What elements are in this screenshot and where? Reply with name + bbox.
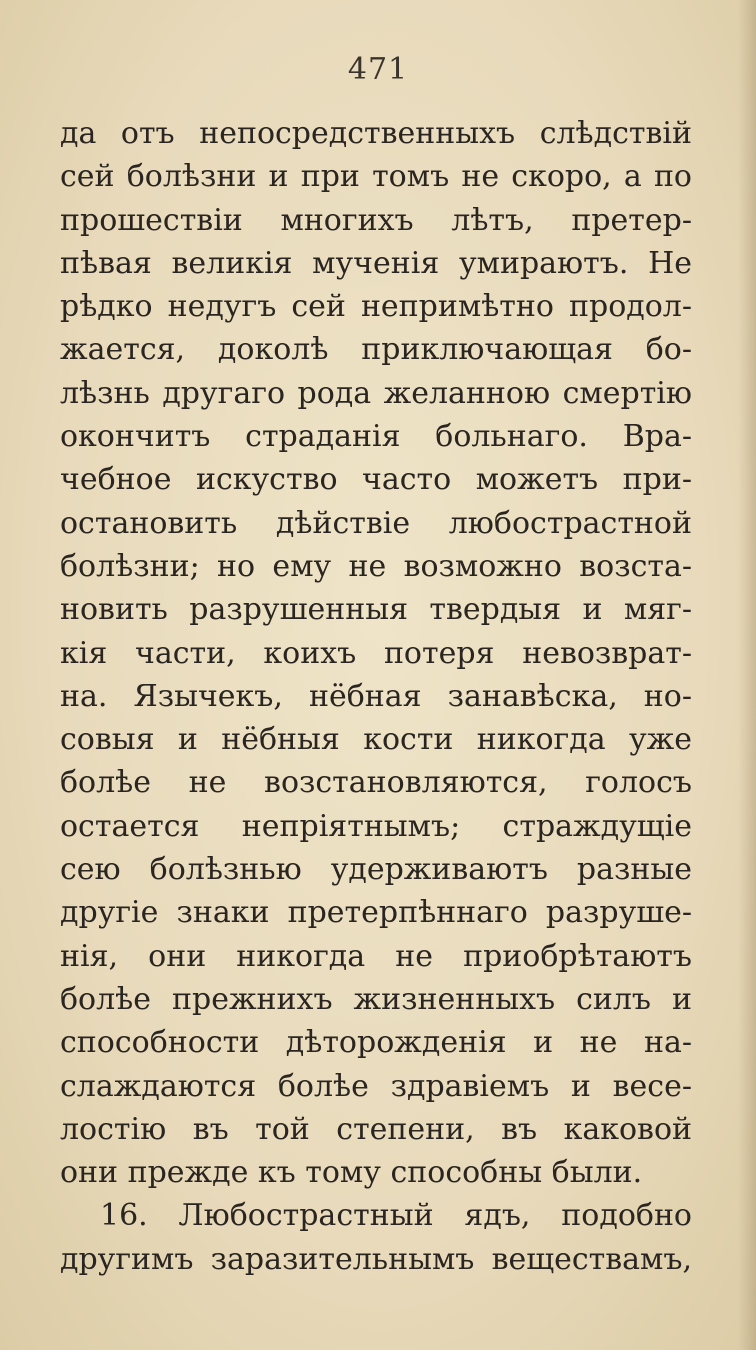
text-line: болѣе прежнихъ жизненныхъ силъ и (60, 981, 692, 1017)
text-line: пѣвая великія мученія умираютъ. Не (60, 245, 692, 281)
text-line: рѣдко недугъ сей непримѣтно продол- (60, 289, 692, 325)
text-line: чебное искуство часто можетъ при- (60, 462, 692, 498)
text-line: болѣе не возстановляются, голосъ (60, 765, 692, 801)
text-line: слаждаются болѣе здравіемъ и весе- (60, 1068, 692, 1104)
text-line: сей болѣзни и при томъ не скоро, а по (60, 159, 692, 195)
text-line: на. Язычекъ, нёбная занавѣска, но- (60, 678, 692, 714)
text-line: совыя и нёбныя кости никогда уже (60, 722, 692, 758)
text-line: другіе знаки претерпѣннаго разруше- (60, 895, 692, 931)
page-number: 471 (347, 52, 409, 87)
text-line: прошествіи многихъ лѣтъ, претер- (60, 202, 692, 238)
text-line: они прежде къ тому способны были. (60, 1155, 643, 1191)
text-line: нія, они никогда не приобрѣтаютъ (60, 938, 692, 974)
text-line: другимъ заразительнымъ веществамъ, (60, 1241, 692, 1277)
body-text (60, 112, 692, 1281)
text-line: жается, доколѣ приключающая бо- (60, 332, 692, 368)
text-line: лѣзнь другаго рода желанною смертію (60, 375, 692, 411)
page-edge-shadow (738, 0, 756, 1350)
text-line: способности дѣторожденія и не на- (60, 1025, 692, 1061)
text-line: болѣзни; но ему не возможно возста- (60, 548, 692, 584)
section-start-line: 16. Любострастный ядъ, подобно (100, 1198, 692, 1234)
text-line: остановить дѣйствіе любострастной (60, 505, 692, 541)
text-line: лостію въ той степени, въ каковой (60, 1111, 692, 1147)
text-line: кія части, коихъ потеря невозврат- (60, 635, 692, 671)
text-line: новить разрушенныя твердыя и мяг- (60, 592, 692, 628)
text-line: сею болѣзнью удерживаютъ разные (60, 852, 692, 888)
text-line: да отъ непосредственныхъ слѣдствій (60, 116, 692, 151)
text-line: остается непріятнымъ; страждущіе (60, 808, 692, 844)
text-line: окончитъ страданія больнаго. Вра- (60, 419, 692, 455)
